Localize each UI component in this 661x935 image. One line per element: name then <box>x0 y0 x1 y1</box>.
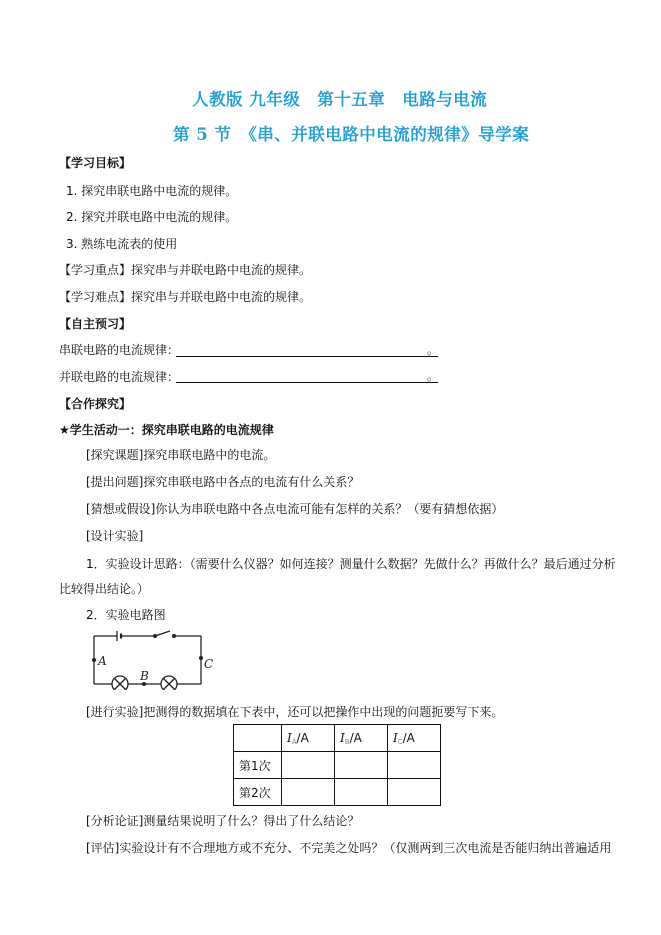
objectives-heading: 【学习目标】 <box>59 156 132 170</box>
lamp-2 <box>161 676 177 690</box>
experiment-instruction: [进行实验]把测得的数据填在下表中，还可以把操作中出现的问题扼要写下来。 <box>86 705 504 719</box>
table-row <box>234 779 441 806</box>
circuit-diagram <box>88 628 214 690</box>
key-point-label: 【学习重点】 <box>59 263 132 277</box>
preview-heading: 【自主预习】 <box>59 317 132 331</box>
switch-contact-right <box>172 634 176 638</box>
objective-item: 2. 探究并联电路中电流的规律。 <box>66 210 238 224</box>
series-rule-label: 串联电路的电流规律： <box>59 343 180 357</box>
row-label: 第1次 <box>234 752 282 779</box>
document-subtitle: 第 5 节 《串、并联电路中电流的规律》导学案 <box>173 125 530 144</box>
design-step-1: 1．实验设计思路：（需要什么仪器？如何连接？测量什么数据？先做什么？再做什么？最后通过分析 <box>86 557 616 571</box>
activity-title: ★学生活动一：探究串联电路的电流规律 <box>59 423 274 437</box>
design-step-1-cont: 比较得出结论。） <box>59 582 150 596</box>
difficulty-point <box>59 290 311 304</box>
table-header-cell: $I_A/A$ <box>282 725 335 752</box>
row-label: 第2次 <box>234 779 282 806</box>
point-c <box>199 656 203 660</box>
research-topic: [探究课题]探究串联电路中的电流。 <box>86 448 276 462</box>
objective-item: 1. 探究串联电路中电流的规律。 <box>66 184 238 198</box>
research-question: [提出问题]探究串联电路中各点的电流有什么关系？ <box>86 475 360 489</box>
table-cell[interactable] <box>282 752 335 779</box>
label-c: C <box>204 657 214 671</box>
switch-contact-left <box>153 634 157 638</box>
table-row <box>234 752 441 779</box>
table-cell[interactable] <box>282 779 335 806</box>
table-cell[interactable] <box>335 779 388 806</box>
objective-item: 3. 熟练电流表的使用 <box>66 237 178 251</box>
analysis-line: [分析论证]测量结果说明了什么？得出了什么结论？ <box>86 814 360 828</box>
hypothesis: [猜想或假设]你认为串联电路中各点电流可能有怎样的关系？（要有猜想依据） <box>86 502 504 516</box>
cooperation-heading: 【合作探究】 <box>59 397 132 411</box>
table-cell[interactable] <box>388 779 441 806</box>
difficulty-text: 探究串与并联电路中电流的规律。 <box>131 290 312 304</box>
document-title: 人教版 九年级 第十五章 电路与电流 <box>192 90 488 109</box>
label-b: B <box>140 669 149 683</box>
parallel-rule-blank[interactable] <box>176 382 438 383</box>
table-header-cell <box>234 725 282 752</box>
table-cell[interactable] <box>388 752 441 779</box>
table-header-row <box>234 725 441 752</box>
label-a: A <box>98 654 107 668</box>
table-cell[interactable] <box>335 752 388 779</box>
switch-lever <box>155 631 170 636</box>
parallel-rule-label: 并联电路的电流规律： <box>59 370 180 384</box>
series-rule-blank[interactable] <box>176 356 438 357</box>
difficulty-label: 【学习难点】 <box>59 290 132 304</box>
key-point <box>59 263 311 277</box>
parallel-rule-period: 。 <box>427 369 440 383</box>
evaluation-line: [评估]实验设计有不合理地方或不充分、不完美之处吗？（仅测两到三次电流是否能归纳出普遍适用 <box>86 841 612 855</box>
lamp-1 <box>112 676 128 690</box>
design-heading: [设计实验] <box>86 529 144 543</box>
key-point-text: 探究串与并联电路中电流的规律。 <box>131 263 312 277</box>
data-table <box>233 724 441 806</box>
design-step-2: 2．实验电路图 <box>86 608 166 622</box>
series-rule-period: 。 <box>427 343 440 357</box>
table-header-cell: $I_C/A$ <box>388 725 441 752</box>
point-a <box>92 658 96 662</box>
table-header-cell: $I_B/A$ <box>335 725 388 752</box>
